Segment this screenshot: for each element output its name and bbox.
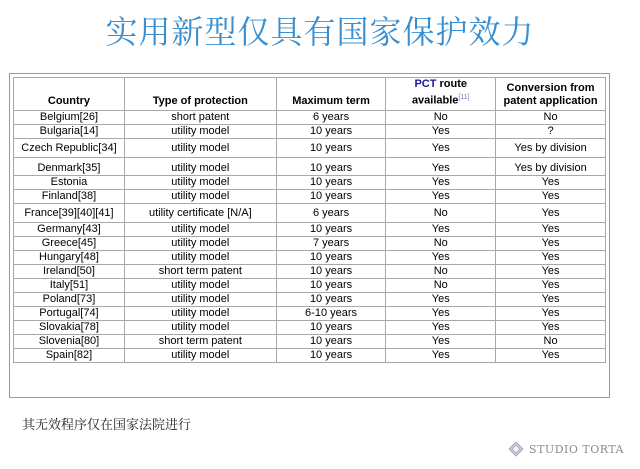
cell-country: Poland[73]	[14, 293, 125, 307]
cell-pct-route: No	[386, 265, 496, 279]
cell-country: Finland[38]	[14, 190, 125, 204]
table-frame	[9, 73, 610, 398]
cell-conversion: Yes	[496, 223, 606, 237]
pct-available-label: available	[411, 95, 459, 107]
table-body	[14, 111, 606, 363]
cell-type-of-protection: utility model	[124, 293, 276, 307]
cell-type-of-protection: utility model	[124, 139, 276, 158]
cell-maximum-term: 6 years	[276, 111, 386, 125]
table-row	[14, 265, 606, 279]
table-row	[14, 125, 606, 139]
conversion-line-1: Conversion from	[506, 82, 595, 94]
cell-pct-route: Yes	[386, 335, 496, 349]
pct-route-label: route	[436, 78, 468, 91]
table-row	[14, 293, 606, 307]
cell-country: Belgium[26]	[14, 111, 125, 125]
cell-type-of-protection: utility model	[124, 279, 276, 293]
table-row	[14, 251, 606, 265]
cell-conversion: Yes	[496, 176, 606, 190]
slide-title: 实用新型仅具有国家保护效力	[105, 13, 535, 51]
table-row	[14, 349, 606, 363]
cell-maximum-term: 10 years	[276, 293, 386, 307]
cell-pct-route: Yes	[386, 349, 496, 363]
cell-type-of-protection: utility model	[124, 190, 276, 204]
cell-type-of-protection: short term patent	[124, 335, 276, 349]
cell-country: Spain[82]	[14, 349, 125, 363]
cell-conversion: Yes	[496, 279, 606, 293]
diamond-icon	[508, 441, 524, 457]
cell-pct-route: Yes	[386, 251, 496, 265]
studio-torta-logo	[508, 441, 624, 457]
cell-pct-route: No	[386, 279, 496, 293]
cell-conversion: Yes by division	[496, 158, 606, 176]
cell-maximum-term: 10 years	[276, 190, 386, 204]
cell-conversion: No	[496, 335, 606, 349]
cell-conversion: Yes	[496, 237, 606, 251]
cell-country: Portugal[74]	[14, 307, 125, 321]
cell-conversion: Yes	[496, 321, 606, 335]
cell-country: Estonia	[14, 176, 125, 190]
table-row	[14, 237, 606, 251]
table-row	[14, 321, 606, 335]
cell-country: Germany[43]	[14, 223, 125, 237]
cell-maximum-term: 10 years	[276, 349, 386, 363]
table-header-row	[14, 78, 606, 111]
cell-pct-route: Yes	[386, 158, 496, 176]
cell-country: Greece[45]	[14, 237, 125, 251]
cell-pct-route: Yes	[386, 293, 496, 307]
cell-pct-route: Yes	[386, 139, 496, 158]
cell-country: Denmark[35]	[14, 158, 125, 176]
cell-country: Czech Republic[34]	[14, 139, 125, 158]
cell-maximum-term: 10 years	[276, 223, 386, 237]
cell-country: Slovenia[80]	[14, 335, 125, 349]
header-conversion	[496, 78, 606, 111]
cell-conversion: ?	[496, 125, 606, 139]
cell-maximum-term: 6 years	[276, 204, 386, 223]
cell-country: Slovakia[78]	[14, 321, 125, 335]
cell-conversion: Yes	[496, 204, 606, 223]
cell-type-of-protection: utility model	[124, 125, 276, 139]
pct-link[interactable]: PCT	[414, 78, 437, 91]
cell-country: Bulgaria[14]	[14, 125, 125, 139]
header-country: Country	[14, 78, 125, 111]
cell-conversion: Yes by division	[496, 139, 606, 158]
cell-pct-route: No	[386, 237, 496, 251]
logo-text: STUDIO TORTA	[529, 442, 624, 456]
cell-maximum-term: 10 years	[276, 125, 386, 139]
cell-maximum-term: 10 years	[276, 335, 386, 349]
cell-type-of-protection: utility model	[124, 158, 276, 176]
cell-type-of-protection: utility model	[124, 251, 276, 265]
cell-type-of-protection: short patent	[124, 111, 276, 125]
cell-maximum-term: 10 years	[276, 321, 386, 335]
header-pct-route-available	[386, 78, 496, 111]
cell-country: Italy[51]	[14, 279, 125, 293]
pct-reference-link[interactable]: [11]	[458, 94, 470, 102]
cell-type-of-protection: utility model	[124, 176, 276, 190]
header-maximum-term: Maximum term	[276, 78, 386, 111]
cell-conversion: Yes	[496, 307, 606, 321]
cell-maximum-term: 6-10 years	[276, 307, 386, 321]
cell-conversion: Yes	[496, 265, 606, 279]
cell-conversion: Yes	[496, 251, 606, 265]
header-type-of-protection: Type of protection	[124, 78, 276, 111]
cell-type-of-protection: utility model	[124, 349, 276, 363]
cell-pct-route: Yes	[386, 190, 496, 204]
cell-pct-route: Yes	[386, 125, 496, 139]
cell-type-of-protection: short term patent	[124, 265, 276, 279]
table-row	[14, 190, 606, 204]
cell-pct-route: Yes	[386, 223, 496, 237]
cell-country: Hungary[48]	[14, 251, 125, 265]
cell-type-of-protection: utility certificate [N/A]	[124, 204, 276, 223]
cell-type-of-protection: utility model	[124, 307, 276, 321]
cell-type-of-protection: utility model	[124, 321, 276, 335]
table-row	[14, 158, 606, 176]
table-row	[14, 139, 606, 158]
table-row	[14, 307, 606, 321]
footnote: 其无效程序仅在国家法院进行	[22, 418, 192, 433]
cell-maximum-term: 10 years	[276, 158, 386, 176]
cell-conversion: Yes	[496, 190, 606, 204]
table-row	[14, 204, 606, 223]
cell-type-of-protection: utility model	[124, 237, 276, 251]
table-row	[14, 223, 606, 237]
cell-type-of-protection: utility model	[124, 223, 276, 237]
cell-pct-route: Yes	[386, 176, 496, 190]
conversion-line-2: patent application	[503, 95, 598, 107]
cell-pct-route: No	[386, 204, 496, 223]
cell-maximum-term: 7 years	[276, 237, 386, 251]
cell-pct-route: Yes	[386, 307, 496, 321]
cell-country: France[39][40][41]	[14, 204, 125, 223]
cell-pct-route: No	[386, 111, 496, 125]
cell-maximum-term: 10 years	[276, 139, 386, 158]
utility-model-table	[13, 77, 606, 363]
cell-country: Ireland[50]	[14, 265, 125, 279]
table-row	[14, 279, 606, 293]
cell-maximum-term: 10 years	[276, 176, 386, 190]
cell-maximum-term: 10 years	[276, 251, 386, 265]
table-row	[14, 176, 606, 190]
cell-conversion: Yes	[496, 293, 606, 307]
table-row	[14, 335, 606, 349]
cell-maximum-term: 10 years	[276, 265, 386, 279]
cell-conversion: Yes	[496, 349, 606, 363]
table-row	[14, 111, 606, 125]
cell-pct-route: Yes	[386, 321, 496, 335]
cell-maximum-term: 10 years	[276, 279, 386, 293]
cell-conversion: No	[496, 111, 606, 125]
